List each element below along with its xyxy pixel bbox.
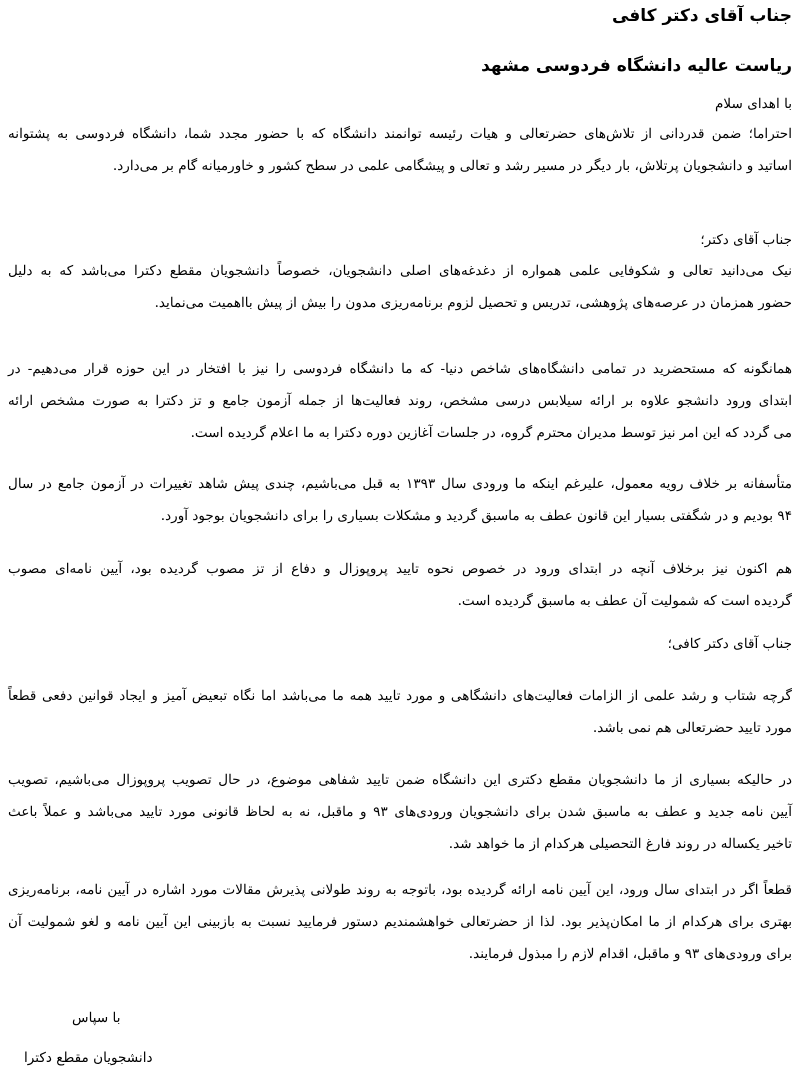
address-line: جناب آقای دکتر کافی؛	[667, 636, 792, 652]
closing: با سپاس	[72, 1010, 121, 1026]
paragraph-line: اساتید و دانشجویان پرتلاش، بار دیگر در مسیر رشد و تعالی و پیشگامی علمی در سطح کشور و خاورمیانه گام بر می‌دارد.	[112, 158, 792, 174]
paragraph-2	[8, 255, 792, 319]
address-line: جناب آقای دکتر؛	[700, 232, 792, 248]
paragraph-line: تاخیر یکساله در روند فارغ التحصیلی هرکدام از ما خواهد شد.	[448, 836, 792, 852]
paragraph-line: می گردد که این امر نیز توسط مدیران محترم گروه، در جلسات آغازین دوره دکترا به ما اعلام گردیده است.	[190, 425, 792, 441]
paragraph-8	[8, 874, 792, 970]
paragraph-5	[8, 553, 792, 617]
paragraph-line: برای ورودی‌های ۹۳ و ماقبل، اقدام لازم را مبذول فرمایند.	[468, 946, 792, 962]
paragraph-line: ۹۴ بودیم و در شگفتی بسیار این قانون عطف به ماسبق گردید و مشکلات بسیاری را برای دانشجویان بوجود آورد.	[160, 508, 792, 524]
paragraph-line: مورد تایید حضرتعالی هم نمی باشد.	[592, 720, 792, 736]
salutation: با اهدای سلام	[715, 96, 792, 112]
paragraph-line: نیک می‌دانید تعالی و شکوفایی علمی همواره از دغدغه‌های اصلی دانشجویان، خصوصاً دانشجویان مقطع دکترا می‌باشد که به دلیل	[8, 263, 792, 279]
paragraph-line: همانگونه که مستحضرید در تمامی دانشگاه‌های شاخص دنیا- که ما دانشگاه فردوسی را نیز با افتخار در این حوزه قرار می‌دهیم- در	[8, 361, 792, 377]
recipient-name: جناب آقای دکتر کافی	[611, 6, 792, 26]
paragraph-line: آیین نامه جدید و عطف به ماسبق شدن برای دانشجویان ورودی‌های ۹۳ و ماقبل، نه به لحاظ قانونی مورد تایید می‌باشد و عملاً باعث	[8, 804, 792, 820]
paragraph-line: قطعاً اگر در ابتدای سال ورود، این آیین نامه ارائه گردیده بود، باتوجه به روند طولانی پذیرش مقالات مورد اشاره در آیین نامه، برنامه‌ریزی	[8, 882, 792, 898]
paragraph-1	[8, 118, 792, 182]
paragraph-line: گردیده است که شمولیت آن عطف به ماسبق گردیده است.	[457, 593, 792, 609]
paragraph-line: متأسفانه بر خلاف رویه معمول، علیرغم اینکه ما ورودی سال ۱۳۹۳ به قبل می‌باشیم، چندی پیش شاهد تغییرات در آزمون جامع در سال	[8, 476, 792, 492]
paragraph-line: احتراما؛ ضمن قدردانی از تلاش‌های حضرتعالی و هیات رئیسه توانمند دانشگاه که با حضور مجدد شما، دانشگاه فردوسی به پشتوانه	[8, 126, 792, 142]
paragraph-line: ابتدای ورود دانشجو علاوه بر ارائه سیلابس درسی مشخص، روند فعالیت‌ها از جمله آزمون جامع و تز دکترا به صورت مشخص ارائه	[8, 393, 792, 409]
paragraph-3	[8, 353, 792, 449]
signature: دانشجویان مقطع دکترا	[24, 1050, 153, 1066]
paragraph-7	[8, 764, 792, 860]
paragraph-line: در حالیکه بسیاری از ما دانشجویان مقطع دکتری این دانشگاه ضمن تایید شفاهی موضوع، در حال تصویب پروپوزال می‌باشیم، تصویب	[8, 772, 792, 788]
paragraph-line: هم اکنون نیز برخلاف آنچه در ابتدای ورود در خصوص نحوه تایید پروپوزال و دفاع از تز مصوب گردیده بود، آیین نامه‌ای مصوب	[8, 561, 792, 577]
paragraph-line: گرچه شتاب و رشد علمی از الزامات فعالیت‌های دانشگاهی و مورد تایید همه ما می‌باشد اما نگاه تبعیض آمیز و ایجاد قوانین دفعی قطعاً	[8, 688, 792, 704]
recipient-title: ریاست عالیه دانشگاه فردوسی مشهد	[481, 56, 792, 76]
paragraph-line: حضور همزمان در عرصه‌های پژوهشی، تدریس و تحصیل لزوم برنامه‌ریزی مدون را بیش از پیش بااهمیت می‌نماید.	[154, 295, 792, 311]
paragraph-4	[8, 468, 792, 532]
paragraph-line: بهتری برای هرکدام از ما امکان‌پذیر بود. لذا از حضرتعالی خواهشمندیم دستور فرمایید نسبت به بازبینی این آیین نامه و لغو شمولیت آن	[8, 914, 792, 930]
paragraph-6	[8, 680, 792, 744]
